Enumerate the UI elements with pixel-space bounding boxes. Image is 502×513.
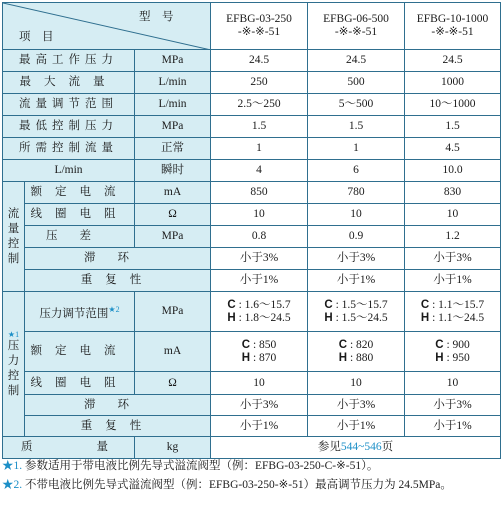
cell: 24.5 (405, 50, 501, 72)
model-header-2: EFBG-06-500 -※-※-51 (308, 3, 405, 50)
cell: C : 850 H : 870 (211, 332, 308, 372)
cell: 小于3% (308, 248, 405, 270)
row-label: 线圈电阻 (25, 372, 135, 395)
row-unit: MPa (135, 116, 211, 138)
model-header-3: EFBG-10-1000 -※-※-51 (405, 3, 501, 50)
row-flow-coil-resistance (3, 204, 501, 226)
row-unit: Ω (135, 372, 211, 395)
row-unit: mA (135, 332, 211, 372)
row-label: 重复性 (25, 416, 211, 437)
row-unit: kg (135, 437, 211, 459)
cell: 830 (405, 182, 501, 204)
row-flow-rated-current (3, 182, 501, 204)
row-flow-range (3, 94, 501, 116)
footnote-2 (2, 476, 500, 495)
footnotes (2, 457, 500, 495)
cell: 小于3% (405, 248, 501, 270)
cell: 1.5 (405, 116, 501, 138)
cell: 4.5 (405, 138, 501, 160)
cell: C : 1.5～15.7 H : 1.5～24.5 (308, 292, 405, 332)
cell: 0.8 (211, 226, 308, 248)
mass-ref-cell[interactable]: 参见544~546页 (211, 437, 501, 459)
cell: 小于1% (405, 416, 501, 437)
cell: 780 (308, 182, 405, 204)
row-flow-pressure-diff (3, 226, 501, 248)
cell: 10～1000 (405, 94, 501, 116)
row-unit: MPa (135, 50, 211, 72)
row-pressure-coil-resistance (3, 372, 501, 395)
group-pressure-control (3, 292, 25, 437)
row-pressure-repeatability (3, 416, 501, 437)
footnote-text: 不带电液比例先导式溢流阀型（例：EFBG-03-250-※-51）最高调节压力为 24.5MPa。 (22, 479, 452, 491)
cell: 10 (405, 372, 501, 395)
pressure-control-star: ★1 (7, 329, 20, 339)
cell: 1000 (405, 72, 501, 94)
cell: 10 (308, 204, 405, 226)
footnote-mark: ★1. (2, 460, 23, 472)
row-pressure-rated-current (3, 332, 501, 372)
cell: 小于3% (405, 395, 501, 416)
row-label: 压力调节范围$^{★2}$ (25, 292, 135, 332)
row-flow-hysteresis (3, 248, 501, 270)
row-label: 最高工作压力 (3, 50, 135, 72)
cell: 24.5 (211, 50, 308, 72)
row-label: 质 量 (3, 437, 135, 459)
row-unit: MPa (135, 226, 211, 248)
cell: 850 (211, 182, 308, 204)
cell: C : 900 H : 950 (405, 332, 501, 372)
row-label: 额定电流 (25, 182, 135, 204)
cell: 10 (211, 204, 308, 226)
cell: 2.5～250 (211, 94, 308, 116)
cell: 小于1% (211, 270, 308, 292)
cell: 小于3% (308, 395, 405, 416)
model-header-label: 型 号 (139, 11, 174, 23)
cell: 小于3% (211, 395, 308, 416)
cell: C : 1.1～15.7 H : 1.1～24.5 (405, 292, 501, 332)
row-label: 最大流量 (3, 72, 135, 94)
item-header-label: 项 目 (19, 31, 54, 43)
cell: 10 (405, 204, 501, 226)
row-unit: mA (135, 182, 211, 204)
row-unit: L/min (135, 72, 211, 94)
cell: 1 (308, 138, 405, 160)
row-unit: MPa (135, 292, 211, 332)
cell: 1.5 (308, 116, 405, 138)
footnote-mark: ★2. (2, 479, 23, 491)
model-header-1: EFBG-03-250 -※-※-51 (211, 3, 308, 50)
footnote-text: 参数适用于带电液比例先导式溢流阀型（例：EFBG-03-250-C-※-51）。 (22, 460, 379, 472)
row-label: 最低控制压力 (3, 116, 135, 138)
row-pressure-adj-range (3, 292, 501, 332)
cell: 小于1% (308, 270, 405, 292)
cell: 小于1% (308, 416, 405, 437)
cell: 1 (211, 138, 308, 160)
cell: 10 (211, 372, 308, 395)
cell: 250 (211, 72, 308, 94)
cell: 10 (308, 372, 405, 395)
spec-table (2, 2, 501, 459)
row-ctrl-flow-normal (3, 138, 501, 160)
row-ctrl-flow-instant (3, 160, 501, 182)
cell: 小于3% (211, 248, 308, 270)
row-pressure-hysteresis (3, 395, 501, 416)
row-unit: L/min (3, 160, 135, 182)
footnote-1 (2, 457, 500, 476)
cell: 小于1% (211, 416, 308, 437)
row-label: 流量调节范围 (3, 94, 135, 116)
row-subtype: 正常 (135, 138, 211, 160)
page-ref-link[interactable]: 544~546 (340, 441, 382, 453)
pressure-control-label: 压 力 控 制 (7, 339, 20, 397)
row-min-ctrl-pressure (3, 116, 501, 138)
group-flow-control (3, 182, 25, 292)
row-label: 额定电流 (25, 332, 135, 372)
cell: 500 (308, 72, 405, 94)
cell: 24.5 (308, 50, 405, 72)
row-label: 重复性 (25, 270, 211, 292)
row-label: 滞环 (25, 248, 211, 270)
cell: 1.5 (211, 116, 308, 138)
cell: 0.9 (308, 226, 405, 248)
row-label: 所需控制流量 (3, 138, 135, 160)
row-label: 线圈电阻 (25, 204, 135, 226)
cell: 6 (308, 160, 405, 182)
row-max-flow (3, 72, 501, 94)
flow-control-label: 流 量 控 制 (7, 207, 20, 265)
row-max-pressure (3, 50, 501, 72)
header-corner-cell (3, 3, 211, 50)
row-unit: Ω (135, 204, 211, 226)
cell: 小于1% (405, 270, 501, 292)
cell: 5～500 (308, 94, 405, 116)
cell: 1.2 (405, 226, 501, 248)
row-mass (3, 437, 501, 459)
row-label: 滞环 (25, 395, 211, 416)
cell: C : 1.6～15.7 H : 1.8～24.5 (211, 292, 308, 332)
cell: 4 (211, 160, 308, 182)
header-row (3, 3, 501, 50)
row-flow-repeatability (3, 270, 501, 292)
star-note-2: ★2 (108, 304, 120, 314)
row-subtype: 瞬时 (135, 160, 211, 182)
row-unit: L/min (135, 94, 211, 116)
row-label: 压差 (25, 226, 135, 248)
cell: C : 820 H : 880 (308, 332, 405, 372)
cell: 10.0 (405, 160, 501, 182)
